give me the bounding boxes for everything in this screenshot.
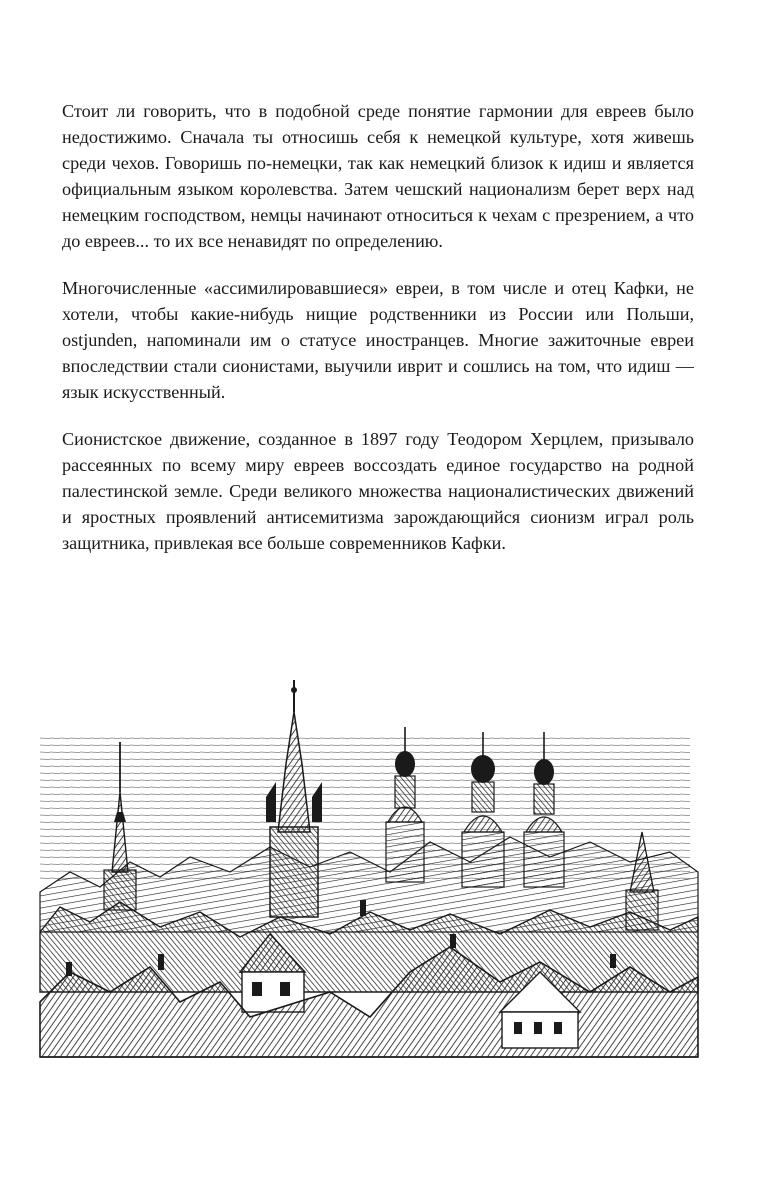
body-text	[62, 98, 694, 577]
central-tower	[266, 680, 322, 917]
paragraph-2: Многочисленные «ассимилировавшиеся» евреи, в том числе и отец Кафки, не хотели, чтобы какие-нибудь нищие родственники из России или Польши, ostjunden, напоминали им о статусе иностранцев. Многие зажиточные евреи впоследствии стали сионистами, выучили иврит и сошлись на том, что идиш — язык искусственный.	[62, 278, 694, 402]
city-skyline-illustration	[30, 672, 708, 1082]
paragraph-3: Сионистское движение, созданное в 1897 году Теодором Херцлем, призывало рассеянных по всему миру евреев воссоздать единое государство на родной палестинской земле. Среди великого множества националистических движений и яростных проявлений антисемитизма зарождающийся сионизм играл роль защитника, привлекая все больше современников Кафки.	[62, 429, 694, 553]
paragraph-1: Стоит ли говорить, что в подобной среде понятие гармонии для евреев было недостижимо. Сначала ты относишь себя к немецкой культуре, хотя живешь среди чехов. Говоришь по-немецки, так как немецкий близок к идиш и является официальным языком королевства. Затем чешский национализм берет верх над немецким господством, немцы начинают относиться к чехам с презрением, а что до евреев... то их все ненавидят по определению.	[62, 101, 694, 251]
skyline-drawing	[30, 672, 708, 1082]
